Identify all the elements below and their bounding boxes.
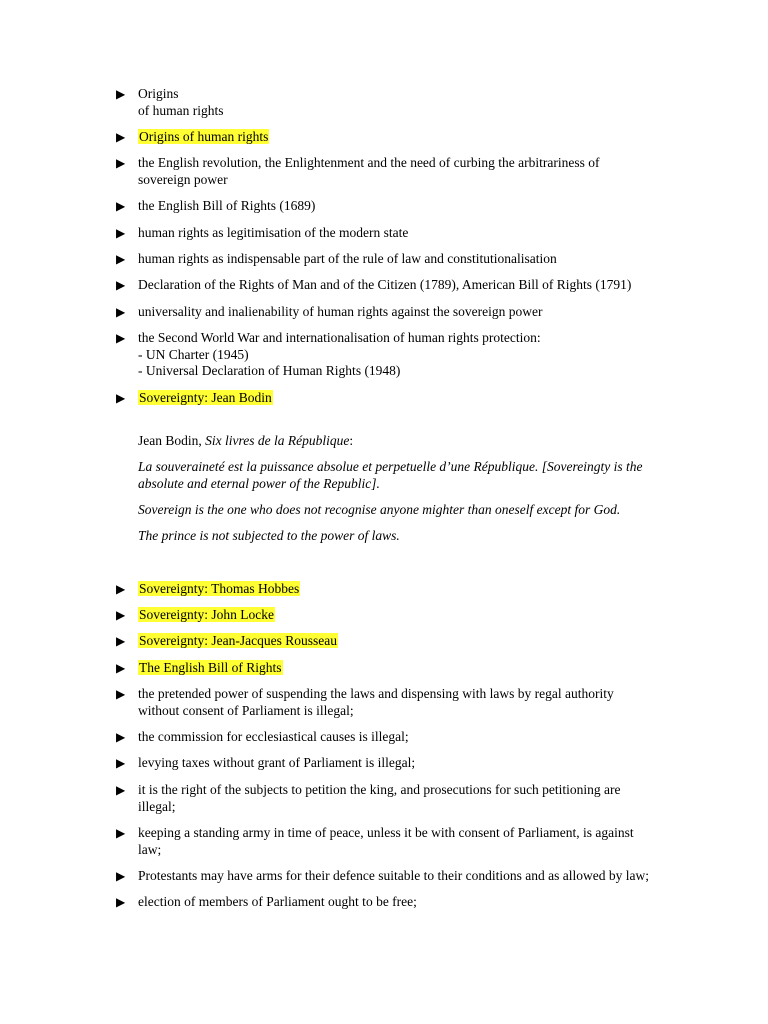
arrow-bullet-icon: ▶ [116, 156, 126, 170]
list-item [116, 330, 676, 380]
list-item-text: without consent of Parliament is illegal; [138, 702, 354, 718]
quote-paragraph [138, 528, 678, 545]
list-item-text: Declaration of the Rights of Man and of the Citizen (1789), American Bill of Rights (1791) [138, 277, 632, 292]
list-item [116, 155, 676, 188]
highlighted-heading-text: The English Bill of Rights [139, 660, 282, 675]
list-item [116, 277, 676, 294]
list-item [116, 225, 676, 242]
list-item-text: illegal; [138, 798, 176, 814]
list-item-text: it is the right of the subjects to petition the king, and prosecutions for such petitioning are [138, 782, 621, 797]
list-item [116, 755, 676, 772]
list-item-text: the commission for ecclesiastical causes is illegal; [138, 729, 409, 744]
arrow-bullet-icon: ▶ [116, 634, 126, 648]
arrow-bullet-icon: ▶ [116, 391, 126, 405]
list-item-text: universality and inalienability of human rights against the sovereign power [138, 304, 543, 319]
arrow-bullet-icon: ▶ [116, 199, 126, 213]
list-item [116, 304, 676, 321]
list-item-text: Origins [138, 86, 179, 101]
list-item-text: - UN Charter (1945) [138, 346, 249, 362]
list-item-text: law; [138, 841, 162, 857]
arrow-bullet-icon: ▶ [116, 582, 126, 596]
list-item-text: of human rights [138, 102, 224, 118]
section-heading [116, 129, 676, 146]
citation-work-title: Six livres de la République [205, 433, 350, 448]
citation-colon: : [349, 433, 354, 448]
arrow-bullet-icon: ▶ [116, 608, 126, 622]
list-item-text: sovereign power [138, 171, 228, 187]
arrow-bullet-icon: ▶ [116, 87, 126, 101]
quote-text: Sovereign is the one who does not recognise anyone mighter than oneself except for God. [138, 502, 621, 517]
arrow-bullet-icon: ▶ [116, 226, 126, 240]
list-item-text: keeping a standing army in time of peace, unless it be with consent of Parliament, is against [138, 825, 634, 840]
list-item-text: the Second World War and internationalisation of human rights protection: [138, 330, 541, 345]
highlighted-heading-text: Sovereignty: Jean-Jacques Rousseau [139, 633, 337, 648]
list-item-text: Protestants may have arms for their defence suitable to their conditions and as allowed by law; [138, 868, 649, 883]
highlighted-heading-text: Sovereignty: John Locke [139, 607, 274, 622]
section-heading [116, 607, 676, 624]
list-item [116, 686, 676, 719]
arrow-bullet-icon: ▶ [116, 130, 126, 144]
citation-author: Jean Bodin, [138, 433, 206, 448]
section-heading [116, 660, 676, 677]
list-item-text: the English Bill of Rights (1689) [138, 198, 316, 213]
section-heading [116, 390, 676, 407]
list-item-text: levying taxes without grant of Parliament is illegal; [138, 755, 416, 770]
section-heading [116, 633, 676, 650]
list-item-text: - Universal Declaration of Human Rights (1948) [138, 363, 401, 378]
arrow-bullet-icon: ▶ [116, 756, 126, 770]
list-item [116, 782, 676, 815]
arrow-bullet-icon: ▶ [116, 661, 126, 675]
list-item-text: human rights as indispensable part of the rule of law and constitutionalisation [138, 251, 557, 266]
list-item-text: human rights as legitimisation of the modern state [138, 225, 409, 240]
list-item-text: the pretended power of suspending the laws and dispensing with laws by regal authority [138, 686, 614, 701]
list-item [116, 729, 676, 746]
highlighted-heading-text: Sovereignty: Thomas Hobbes [139, 581, 300, 596]
highlighted-heading-text: Origins of human rights [139, 129, 269, 144]
quote-text: La souveraineté est la puissance absolue et perpetuelle d’une République. [Sovereingty is the [138, 459, 643, 474]
arrow-bullet-icon: ▶ [116, 252, 126, 266]
arrow-bullet-icon: ▶ [116, 783, 126, 797]
arrow-bullet-icon: ▶ [116, 278, 126, 292]
list-item-text: election of members of Parliament ought to be free; [138, 894, 417, 909]
highlighted-heading-text: Sovereignty: Jean Bodin [139, 390, 272, 405]
list-item [116, 198, 676, 215]
arrow-bullet-icon: ▶ [116, 869, 126, 883]
arrow-bullet-icon: ▶ [116, 730, 126, 744]
list-item [116, 894, 676, 911]
list-item-text: the English revolution, the Enlightenment and the need of curbing the arbitrariness of [138, 155, 600, 170]
list-item [116, 868, 676, 885]
arrow-bullet-icon: ▶ [116, 305, 126, 319]
list-item [116, 825, 676, 858]
citation-line [138, 433, 678, 450]
arrow-bullet-icon: ▶ [116, 331, 126, 345]
arrow-bullet-icon: ▶ [116, 687, 126, 701]
list-item [116, 86, 676, 119]
quote-text: absolute and eternal power of the Republic]. [138, 475, 380, 491]
section-heading [116, 581, 676, 598]
quote-paragraph [138, 459, 678, 492]
quote-text: The prince is not subjected to the power of laws. [138, 528, 400, 543]
list-item [116, 251, 676, 268]
arrow-bullet-icon: ▶ [116, 826, 126, 840]
quote-paragraph [138, 502, 678, 519]
arrow-bullet-icon: ▶ [116, 895, 126, 909]
